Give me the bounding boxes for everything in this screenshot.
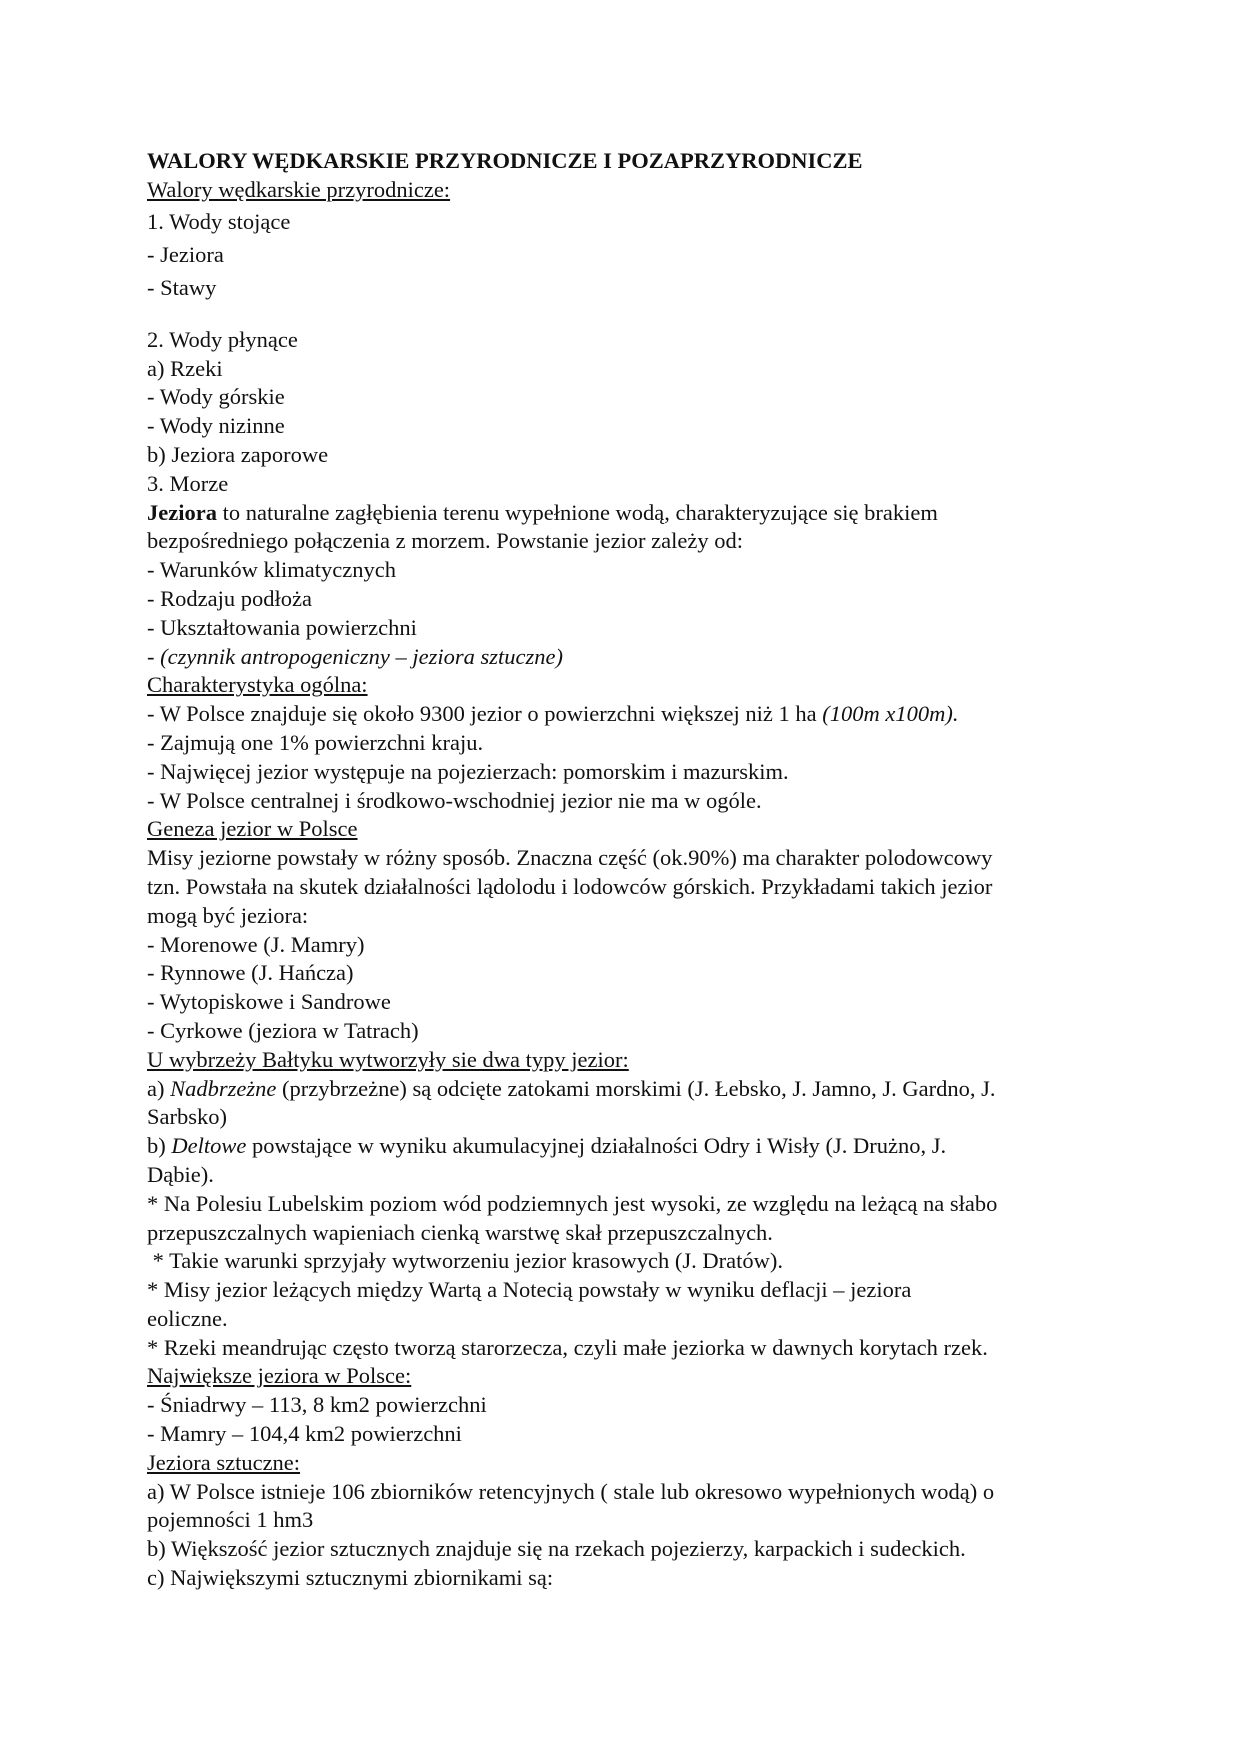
- italic-term: Deltowe: [171, 1133, 247, 1159]
- list-item: - Mamry – 104,4 km2 powierzchni: [147, 1421, 462, 1447]
- list-item: - Cyrkowe (jeziora w Tatrach): [147, 1017, 419, 1043]
- list-item: 2. Wody płynące: [147, 326, 298, 352]
- paragraph-line: mogą być jeziora:: [147, 902, 309, 928]
- italic-note: (100m x100m).: [822, 701, 959, 727]
- italic-term: Nadbrzeżne: [170, 1075, 277, 1101]
- list-item: - Jeziora: [147, 241, 224, 267]
- list-item: - Śniadrwy – 113, 8 km2 powierzchni: [147, 1392, 487, 1418]
- section-heading-charakterystyka: Charakterystyka ogólna:: [147, 672, 368, 698]
- paragraph-line: Dąbie).: [147, 1161, 214, 1187]
- definition-paragraph: [147, 499, 1107, 528]
- note-line: * Na Polesiu Lubelskim poziom wód podziemnych jest wysoki, ze względu na leżącą na słabo: [147, 1190, 998, 1216]
- list-item: - Ukształtowania powierzchni: [147, 614, 417, 640]
- text: - W Polsce znajduje się około 9300 jezior o powierzchni większej niż 1 ha: [147, 701, 823, 727]
- spacer: [147, 304, 1107, 326]
- note-line: * Takie warunki sprzyjały wytworzeniu jezior krasowych (J. Dratów).: [147, 1248, 783, 1274]
- list-item: - Wody górskie: [147, 384, 285, 410]
- definition-text: to naturalne zagłębienia terenu wypełnione wodą, charakteryzujące się brakiem: [216, 499, 938, 525]
- list-item: a) Rzeki: [147, 355, 223, 381]
- list-item: - Rynnowe (J. Hańcza): [147, 960, 354, 986]
- list-item: - Wytopiskowe i Sandrowe: [147, 989, 391, 1015]
- paragraph-line: tzn. Powstała na skutek działalności lądolodu i lodowców górskich. Przykładami takich jezior: [147, 873, 993, 899]
- list-item: a) W Polsce istnieje 106 zbiorników retencyjnych ( stale lub okresowo wypełnionych wodą) o: [147, 1478, 995, 1504]
- section-heading-walory: Walory wędkarskie przyrodnicze:: [147, 177, 451, 202]
- list-item: [147, 643, 1107, 672]
- note-line: przepuszczalnych wapieniach cienką warstwę skał przepuszczalnych.: [147, 1219, 773, 1245]
- list-item: - Stawy: [147, 274, 217, 300]
- label: a): [147, 1075, 171, 1101]
- note-line: * Rzeki meandrując często tworzą starorzecza, czyli małe jeziorka w dawnych korytach rzek.: [147, 1334, 988, 1360]
- dash: -: [147, 643, 161, 669]
- term-jeziora: Jeziora: [147, 499, 217, 525]
- list-item: c) Największymi sztucznymi zbiornikami są:: [147, 1565, 554, 1591]
- text: powstające w wyniku akumulacyjnej działalności Odry i Wisły (J. Drużno, J.: [246, 1133, 947, 1159]
- document-title: WALORY WĘDKARSKIE PRZYRODNICZE I POZAPRZYRODNICZE: [147, 148, 863, 173]
- note-line: eoliczne.: [147, 1305, 228, 1331]
- text: (przybrzeżne) są odcięte zatokami morskimi (J. Łebsko, J. Jamno, J. Gardno, J.: [276, 1075, 996, 1101]
- note-line: * Misy jezior leżących między Wartą a Notecią powstały w wyniku deflacji – jeziora: [147, 1277, 912, 1303]
- list-item: b) Jeziora zaporowe: [147, 441, 329, 467]
- list-item: 1. Wody stojące: [147, 208, 291, 234]
- section-heading-najwieksze: Największe jeziora w Polsce:: [147, 1363, 412, 1389]
- section-heading-sztuczne: Jeziora sztuczne:: [147, 1449, 301, 1475]
- document-page: [147, 146, 1107, 1593]
- list-item: [147, 700, 1107, 729]
- list-item: - Warunków klimatycznych: [147, 557, 396, 583]
- list-item: - Zajmują one 1% powierzchni kraju.: [147, 729, 484, 755]
- paragraph-line: Sarbsko): [147, 1104, 227, 1130]
- section-heading-baltyk: U wybrzeży Bałtyku wytworzyły sie dwa typy jezior:: [147, 1046, 629, 1072]
- list-item: - Morenowe (J. Mamry): [147, 931, 365, 957]
- list-item: - Wody nizinne: [147, 413, 285, 439]
- section-heading-geneza: Geneza jezior w Polsce: [147, 816, 358, 842]
- list-item: - W Polsce centralnej i środkowo-wschodniej jezior nie ma w ogóle.: [147, 787, 762, 813]
- paragraph-line: Misy jeziorne powstały w różny sposób. Znaczna część (ok.90%) ma charakter polodowcowy: [147, 845, 993, 871]
- list-item: - Najwięcej jezior występuje na pojezierzach: pomorskim i mazurskim.: [147, 758, 789, 784]
- list-item: b) Większość jezior sztucznych znajduje się na rzekach pojezierzy, karpackich i sudeckich.: [147, 1536, 966, 1562]
- list-item: - Rodzaju podłoża: [147, 585, 312, 611]
- italic-note: (czynnik antropogeniczny – jeziora sztuczne): [160, 643, 563, 669]
- paragraph-line: pojemności 1 hm3: [147, 1507, 314, 1533]
- list-item: [147, 1075, 1107, 1104]
- list-item: [147, 1132, 1107, 1161]
- label: b): [147, 1133, 172, 1159]
- definition-text-line: bezpośredniego połączenia z morzem. Powstanie jezior zależy od:: [147, 528, 743, 554]
- list-item: 3. Morze: [147, 470, 229, 496]
